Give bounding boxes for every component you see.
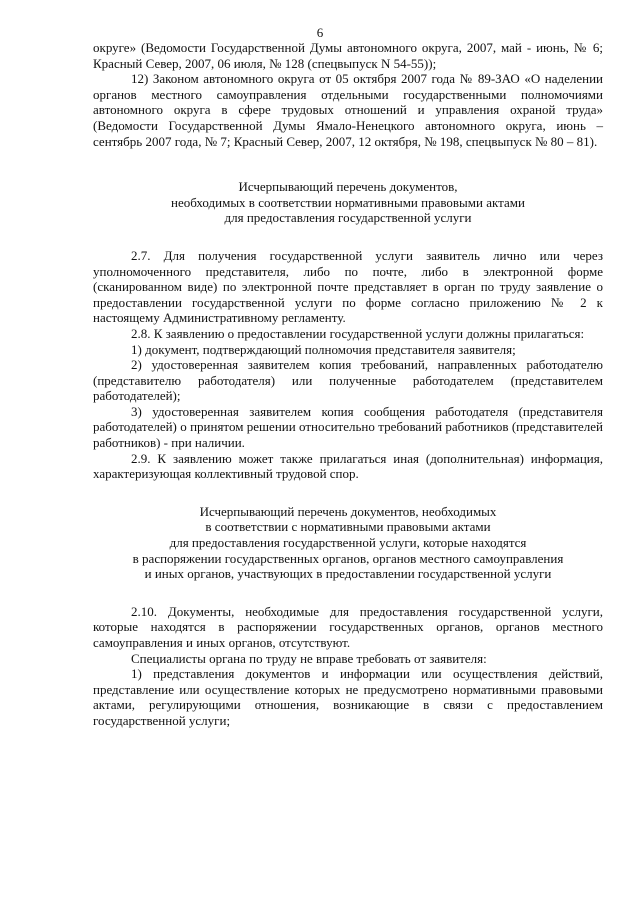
paragraph-2-7: 2.7. Для получения государственной услуги заявитель лично или через уполномоченного представителя, либо по почте, либо в электронной форме (сканированном виде) по электронной почте представляет в орган по труду заявление о предоставлении государственной услуги по форме согласно приложению № 2 к настоящему Административному регламенту.	[93, 247, 603, 326]
document-body	[93, 40, 603, 729]
section-heading-documents-line3: для предоставления государственной услуги	[224, 210, 472, 226]
section-heading-agency-docs-line2: в соответствии с нормативными правовыми актами	[205, 519, 491, 535]
page-number: 6	[316, 25, 324, 40]
restriction-item-1: 1) представления документов и информации или осуществления действий, представление или осуществление которых не предусмотрено нормативными правовыми актами, регулирующими отношения, возникающие в связи с предоставлением государственной услуги;	[93, 666, 603, 728]
section-heading-agency-docs-line4: в распоряжении государственных органов, органов местного самоуправления	[132, 550, 564, 566]
paragraph-2-9: 2.9. К заявлению может также прилагаться иная (дополнительная) информация, характеризующая коллективный трудовой спор.	[93, 450, 603, 482]
section-heading-agency-docs-line3: для предоставления государственной услуги, которые находятся	[169, 535, 527, 551]
paragraph-law-12: 12) Законом автономного округа от 05 октября 2007 года № 89-ЗАО «О наделении органов местного самоуправления отдельными государственными полномочиями автономного округа в сфере трудовых отношений и управления охраной труда» (Ведомости Государственной Думы Ямало-Ненецкого автономного округа, июнь – сентябрь 2007 года, № 7; Красный Север, 2007, 12 октября, № 198, спецвыпуск № 80 – 81).	[93, 71, 603, 149]
paragraph-source-continuation: округе» (Ведомости Государственной Думы автономного округа, 2007, май - июнь, № 6; Красный Север, 2007, 06 июля, № 128 (спецвыпуск N 54-55));	[93, 40, 603, 71]
section-heading-documents-line2: необходимых в соответствии нормативными правовыми актами	[171, 194, 525, 210]
paragraph-restrictions-intro: Специалисты органа по труду не вправе требовать от заявителя:	[131, 650, 487, 666]
list-item-1: 1) документ, подтверждающий полномочия представителя заявителя;	[131, 341, 516, 357]
list-item-3: 3) удостоверенная заявителем копия сообщения работодателя (представителя работодателей) о принятом решении относительно требований работников (представителей работников) - при наличии.	[93, 403, 603, 451]
section-heading-documents-line1: Исчерпывающий перечень документов,	[238, 179, 458, 195]
section-heading-agency-docs-line5: и иных органов, участвующих в предоставлении государственной услуги	[144, 566, 552, 582]
list-item-2: 2) удостоверенная заявителем копия требований, направленных работодателю (представителю работодателя) или полученные работодателем (представителем работодателей);	[93, 357, 603, 404]
paragraph-2-10: 2.10. Документы, необходимые для предоставления государственной услуги, которые находятся в распоряжении государственных органов, органов местного самоуправления и иных органов, отсутствуют.	[93, 603, 603, 650]
section-heading-agency-docs-line1: Исчерпывающий перечень документов, необходимых	[199, 503, 497, 519]
paragraph-2-8: 2.8. К заявлению о предоставлении государственной услуги должны прилагаться:	[131, 325, 585, 341]
